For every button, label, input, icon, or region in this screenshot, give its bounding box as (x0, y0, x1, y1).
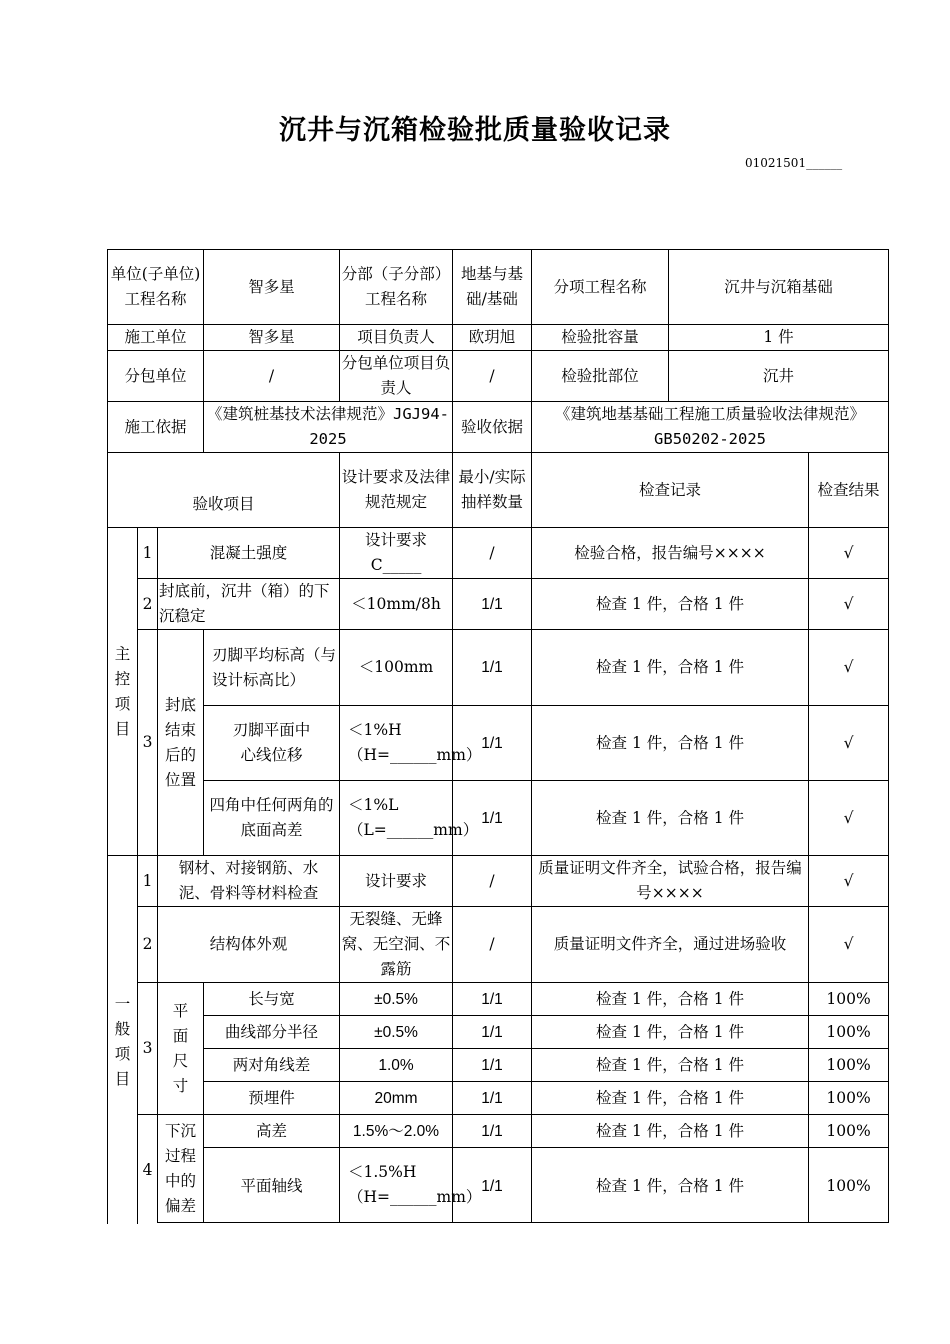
col-item: 验收项目 (108, 453, 340, 528)
division-value: 地基与基础/基础 (453, 250, 532, 325)
mc-1-result: √ (809, 528, 889, 579)
mc-1-sample: / (453, 528, 532, 579)
gi-3d-name: 预埋件 (204, 1082, 340, 1115)
gi-1-no: 1 (138, 856, 158, 907)
gi-3d-sample: 1/1 (453, 1082, 532, 1115)
mc-2-record: 检查 1 件，合格 1 件 (532, 579, 809, 630)
gi-2-result: √ (809, 907, 889, 983)
subcontractor-label: 分包单位 (108, 351, 204, 402)
gi-1-name: 钢材、对接钢筋、水泥、骨料等材料检查 (158, 856, 340, 907)
gi-3c-sample: 1/1 (453, 1049, 532, 1082)
gi-3b-design: ±0.5% (340, 1016, 453, 1049)
mc-1-record: 检验合格，报告编号×××× (532, 528, 809, 579)
sub-pm-value: / (453, 351, 532, 402)
mc-3c-name: 四角中任何两角的底面高差 (204, 781, 340, 856)
gi-2-design: 无裂缝、无蜂窝、无空洞、不露筋 (340, 907, 453, 983)
document-number: 01021501______ (745, 156, 843, 170)
gi-4b-sample: 1/1 (453, 1148, 532, 1223)
gi-3c-record: 检查 1 件，合格 1 件 (532, 1049, 809, 1082)
acceptance-basis-value: 《建筑地基基础工程施工质量验收法律规范》GB50202-2025 (532, 402, 889, 453)
gi-2-name: 结构体外观 (158, 907, 340, 983)
gi-3-name: 平面尺寸 (158, 983, 204, 1115)
gi-4a-design: 1.5%～2.0% (340, 1115, 453, 1148)
capacity-label: 检验批容量 (532, 325, 669, 351)
gi-1-record: 质量证明文件齐全，试验合格，报告编号×××× (532, 856, 809, 907)
gi-3d-record: 检查 1 件，合格 1 件 (532, 1082, 809, 1115)
mc-3c-sample: 1/1 (453, 781, 532, 856)
mc-1-name: 混凝土强度 (158, 528, 340, 579)
gi-3a-sample: 1/1 (453, 983, 532, 1016)
mc-3b-result: √ (809, 706, 889, 781)
mc-3b-name: 刃脚平面中心线位移 (204, 706, 340, 781)
col-sample: 最小/实际抽样数量 (453, 453, 532, 528)
subcontractor-value: / (204, 351, 340, 402)
col-result: 检查结果 (809, 453, 889, 528)
gi-3b-name: 曲线部分半径 (204, 1016, 340, 1049)
gi-3a-design: ±0.5% (340, 983, 453, 1016)
acceptance-basis-label: 验收依据 (453, 402, 532, 453)
pm-value: 欧玥旭 (453, 325, 532, 351)
mc-3-name: 封底结束后的位置 (158, 630, 204, 856)
gi-1-design: 设计要求 (340, 856, 453, 907)
mc-1-no: 1 (138, 528, 158, 579)
gi-4a-record: 检查 1 件，合格 1 件 (532, 1115, 809, 1148)
gi-4b-record: 检查 1 件，合格 1 件 (532, 1148, 809, 1223)
pm-label: 项目负责人 (340, 325, 453, 351)
part-value: 沉井 (669, 351, 889, 402)
capacity-value: 1 件 (669, 325, 889, 351)
gi-1-sample: / (453, 856, 532, 907)
mc-3b-sample: 1/1 (453, 706, 532, 781)
gi-3c-design: 1.0% (340, 1049, 453, 1082)
mc-3-no: 3 (138, 630, 158, 856)
gi-3a-name: 长与宽 (204, 983, 340, 1016)
gi-3b-sample: 1/1 (453, 1016, 532, 1049)
unit-label: 单位(子单位)工程名称 (108, 250, 204, 325)
gi-3d-result: 100% (809, 1082, 889, 1115)
mc-2-result: √ (809, 579, 889, 630)
gi-1-result: √ (809, 856, 889, 907)
mc-2-name: 封底前，沉井（箱）的下沉稳定 (158, 579, 340, 630)
mc-3c-result: √ (809, 781, 889, 856)
mc-3c-record: 检查 1 件，合格 1 件 (532, 781, 809, 856)
mc-3a-design: ＜100mm (340, 630, 453, 706)
main-control-label: 主控项目 (108, 528, 138, 856)
gi-3a-result: 100% (809, 983, 889, 1016)
part-label: 检验批部位 (532, 351, 669, 402)
subitem-value: 沉井与沉箱基础 (669, 250, 889, 325)
gi-2-record: 质量证明文件齐全，通过进场验收 (532, 907, 809, 983)
mc-2-design: ＜10mm/8h (340, 579, 453, 630)
mc-3a-sample: 1/1 (453, 630, 532, 706)
division-label: 分部（子分部）工程名称 (340, 250, 453, 325)
general-label: 一般项目 (108, 856, 138, 1224)
gi-3c-result: 100% (809, 1049, 889, 1082)
mc-3b-design: ＜1%H（H=______mm） (340, 706, 453, 781)
gi-2-sample: / (453, 907, 532, 983)
page-title: 沉井与沉箱检验批质量验收记录 (279, 115, 671, 146)
gi-2-no: 2 (138, 907, 158, 983)
gi-4b-design: ＜1.5%H（H=______mm） (340, 1148, 453, 1223)
gi-4-name: 下沉过程中的偏差 (158, 1115, 204, 1223)
gi-4b-result: 100% (809, 1148, 889, 1223)
gi-3b-record: 检查 1 件，合格 1 件 (532, 1016, 809, 1049)
sub-pm-label: 分包单位项目负责人 (340, 351, 453, 402)
mc-1-design: 设计要求 C_____ (340, 528, 453, 579)
gi-4a-sample: 1/1 (453, 1115, 532, 1148)
gi-4a-result: 100% (809, 1115, 889, 1148)
gi-3-no: 3 (138, 983, 158, 1115)
gi-3b-result: 100% (809, 1016, 889, 1049)
mc-2-sample: 1/1 (453, 579, 532, 630)
gi-4-no: 4 (138, 1115, 158, 1223)
mc-3a-result: √ (809, 630, 889, 706)
mc-3c-design: ＜1%L（L=______mm） (340, 781, 453, 856)
gi-4b-name: 平面轴线 (204, 1148, 340, 1223)
constructor-value: 智多星 (204, 325, 340, 351)
gi-3d-design: 20mm (340, 1082, 453, 1115)
mc-2-no: 2 (138, 579, 158, 630)
gi-4a-name: 高差 (204, 1115, 340, 1148)
col-record: 检查记录 (532, 453, 809, 528)
mc-3b-record: 检查 1 件，合格 1 件 (532, 706, 809, 781)
unit-value: 智多星 (204, 250, 340, 325)
subitem-label: 分项工程名称 (532, 250, 669, 325)
basis-label: 施工依据 (108, 402, 204, 453)
basis-value: 《建筑桩基技术法律规范》JGJ94-2025 (204, 402, 453, 453)
gi-3c-name: 两对角线差 (204, 1049, 340, 1082)
mc-3a-record: 检查 1 件，合格 1 件 (532, 630, 809, 706)
constructor-label: 施工单位 (108, 325, 204, 351)
mc-3a-name: 刃脚平均标高（与设计标高比） (204, 630, 340, 706)
col-design: 设计要求及法律规范规定 (340, 453, 453, 528)
gi-3a-record: 检查 1 件，合格 1 件 (532, 983, 809, 1016)
inspection-record-table (107, 249, 889, 1223)
